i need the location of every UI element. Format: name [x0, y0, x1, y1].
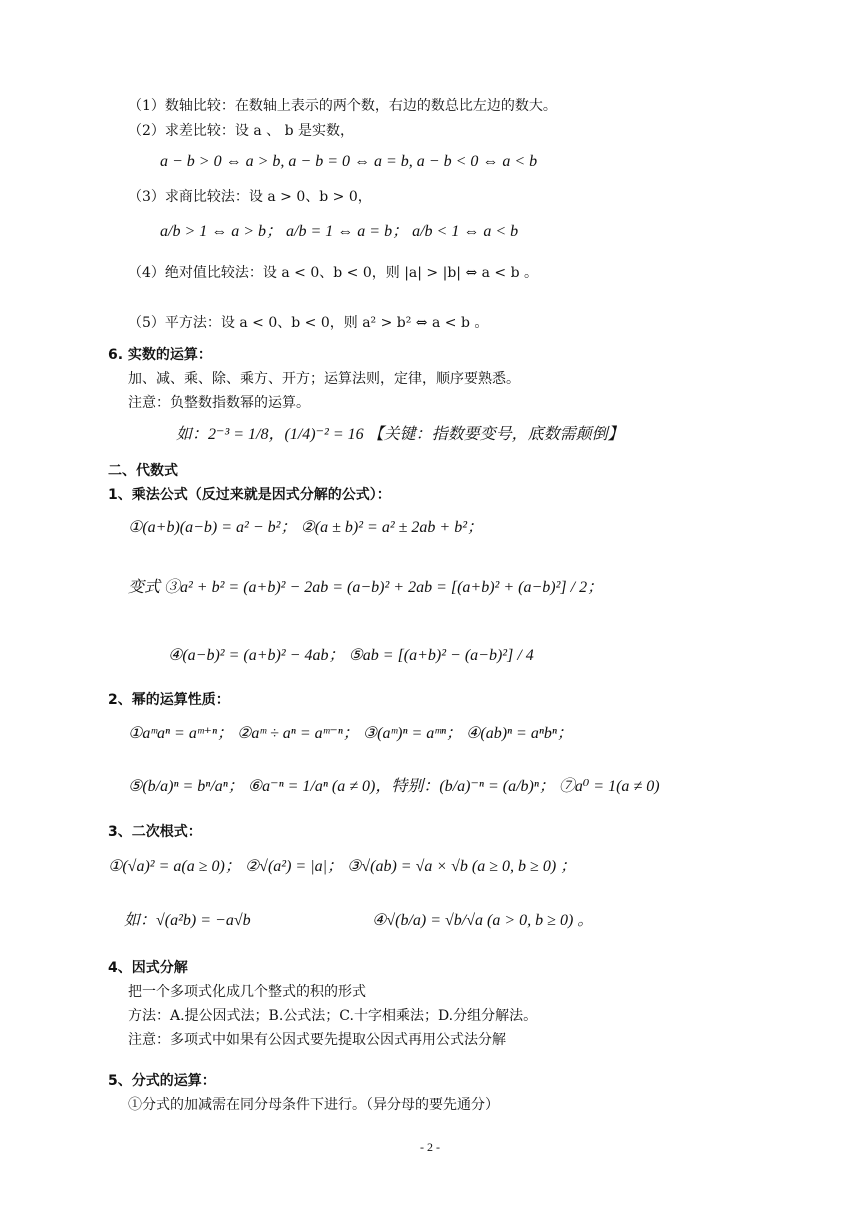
- heading-radicals: 3、二次根式：: [108, 824, 202, 840]
- line-9: 加、减、乘、除、乘方、开方；运算法则，定律，顺序要熟悉。: [128, 371, 520, 387]
- line-10: 注意：负整数指数幂的运算。: [128, 395, 310, 411]
- heading-powers: 2、幂的运算性质：: [108, 692, 230, 708]
- line-27: 注意：多项式中如果有公因式要先提取公因式再用公式法分解: [128, 1032, 506, 1048]
- line-18-formula: ①aᵐaⁿ = aᵐ⁺ⁿ； ②aᵐ ÷ aⁿ = aᵐ⁻ⁿ； ③(aᵐ)ⁿ = aᵐⁿ； ④(ab)ⁿ = aⁿbⁿ；: [128, 725, 573, 742]
- line-3-formula: a − b > 0 ⇔ a > b, a − b = 0 ⇔ a = b, a − b < 0 ⇔ a < b: [160, 153, 538, 170]
- line-21-formula: ①(√a)² = a(a ≥ 0)； ②√(a²) = |a|； ③√(ab) = √a × √b (a ≥ 0, b ≥ 0) ；: [108, 858, 577, 875]
- heading-algebra: 二、代数式: [108, 463, 178, 479]
- line-23-formula: ④√(b/a) = √b/√a (a > 0, b ≥ 0) 。: [372, 912, 594, 929]
- line-11-formula: 如：2⁻³ = 1/8，(1/4)⁻² = 16 【关键：指数要变号，底数需颠倒】: [176, 426, 624, 443]
- line-5-formula: a/b > 1 ⇔ a > b； a/b = 1 ⇔ a = b； a/b < 1 ⇔ a < b: [160, 223, 519, 240]
- heading-fractions: 5、分式的运算：: [108, 1073, 216, 1089]
- line-4: （3）求商比较法：设 a > 0、b > 0，: [128, 189, 372, 205]
- line-29: ①分式的加减需在同分母条件下进行。（异分母的要先通分）: [128, 1097, 499, 1113]
- heading-6: 6. 实数的运算：: [108, 347, 212, 363]
- line-2: （2）求差比较：设 a 、 b 是实数，: [128, 123, 355, 139]
- line-7: （5）平方法：设 a < 0、b < 0，则 a² > b² ⇔ a < b 。: [128, 315, 489, 331]
- line-25: 把一个多项式化成几个整式的积的形式: [128, 984, 366, 1000]
- line-19-formula: ⑤(b/a)ⁿ = bⁿ/aⁿ； ⑥a⁻ⁿ = 1/aⁿ (a ≠ 0)，特别：(b/a)⁻ⁿ = (a/b)ⁿ； ⑦a⁰ = 1(a ≠ 0): [128, 778, 660, 795]
- line-1: （1）数轴比较：在数轴上表示的两个数，右边的数总比左边的数大。: [128, 98, 557, 114]
- line-16-formula: ④(a−b)² = (a+b)² − 4ab； ⑤ab = [(a+b)² − (a−b)²] / 4: [168, 647, 534, 664]
- line-15-formula: 变式 ③a² + b² = (a+b)² − 2ab = (a−b)² + 2ab = [(a+b)² + (a−b)²] / 2；: [128, 579, 604, 596]
- line-26: 方法：A.提公因式法；B.公式法；C.十字相乘法；D.分组分解法。: [128, 1008, 538, 1024]
- page-number: - 2 -: [420, 1140, 440, 1154]
- line-6: （4）绝对值比较法：设 a < 0、b < 0，则 |a| > |b| ⇔ a < b 。: [128, 265, 539, 281]
- heading-factorization: 4、因式分解: [108, 960, 188, 976]
- heading-multiplication: 1、乘法公式（反过来就是因式分解的公式）：: [108, 487, 391, 503]
- line-22-formula: 如：√(a²b) = −a√b: [124, 912, 251, 929]
- line-14-formula: ①(a+b)(a−b) = a² − b²； ②(a ± b)² = a² ± 2ab + b²；: [128, 519, 483, 536]
